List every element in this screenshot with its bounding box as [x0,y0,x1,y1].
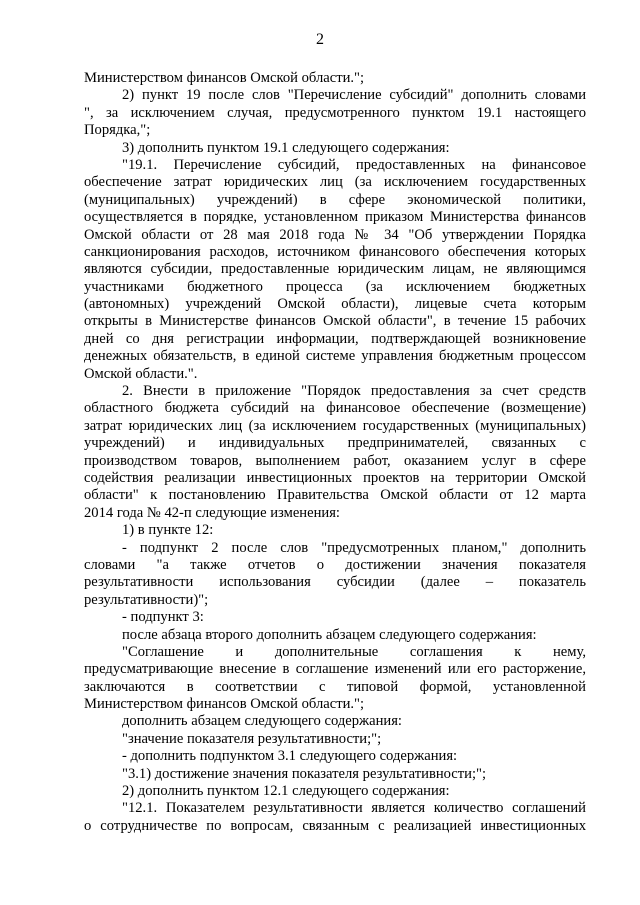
text-line: осуществляется в порядке, установленном приказом Министерства финансов [84,209,586,226]
text-line: "3.1) достижение значения показателя результативности;"; [122,765,487,782]
text-line: открыты в Министерстве финансов Омской области", в течение 15 рабочих [84,313,586,330]
text-line: содействия реализации инвестиционных проектов на территории Омской [84,469,586,486]
text-line: 3) дополнить пунктом 19.1 следующего содержания: [122,139,450,156]
text-line: - подпункт 2 после слов "предусмотренных планом," дополнить [122,539,586,556]
text-line: санкционирования расходов, источником финансового обеспечения которых [84,243,586,260]
text-line: ", за исключением случая, предусмотренного пунктом 19.1 настоящего [84,104,586,121]
text-line: Порядка,"; [84,122,151,139]
text-line: обеспечение затрат юридических лиц (за исключением государственных [84,174,586,191]
text-line: областного бюджета субсидий на финансовое обеспечение (возмещение) [84,400,586,417]
text-line: заключаются в соответствии с типовой формой, установленной [84,678,586,695]
text-line: "12.1. Показателем результативности является количество соглашений [122,800,586,817]
text-line: 1) в пункте 12: [122,522,214,539]
text-line: области" к постановлению Правительства Омской области от 12 марта [84,487,586,504]
text-line: результативности использования субсидии (далее – показатель [84,574,586,591]
text-line: Омской области от 28 мая 2018 года № 34 "Об утверждении Порядка [84,226,586,243]
text-line: - подпункт 3: [122,609,204,626]
text-line: участниками бюджетного процесса (за исключением бюджетных [84,278,586,295]
text-line: "Соглашение и дополнительные соглашения к нему, [122,643,586,660]
text-line: дополнить абзацем следующего содержания: [122,713,402,730]
text-line: Министерством финансов Омской области."; [84,70,365,86]
text-line: 2. Внести в приложение "Порядок предоставления за счет средств [122,383,586,400]
text-line: 2014 года № 42-п следующие изменения: [84,504,340,521]
document-body [84,70,586,835]
text-line: являются субсидии, предоставленные юридическим лицам, не являющимся [84,261,586,278]
text-line: о сотрудничестве по вопросам, связанным с реализацией инвестиционных [84,817,586,834]
text-line: 2) дополнить пунктом 12.1 следующего содержания: [122,783,450,800]
text-line: затрат юридических лиц (за исключением государственных (муниципальных) [84,417,586,434]
text-line: денежных обязательств, в единой системе управления бюджетным процессом [84,348,586,365]
text-line: предусматривающие внесение в соглашение изменений или его расторжение, [84,661,586,678]
text-line: Министерством финансов Омской области."; [84,696,365,713]
text-line: 2) пункт 19 после слов "Перечисление субсидий" дополнить словами [122,87,586,104]
text-line: дней со дня регистрации информации, подтверждающей возникновение [84,330,586,347]
text-line: (автономных) учреждений Омской области), лицевые счета которым [84,296,586,313]
text-line: Омской области.". [84,365,198,382]
text-line: словами "а также отчетов о достижении значения показателя [84,556,586,573]
page-number: 2 [316,31,324,48]
text-line: "значение показателя результативности;"; [122,730,382,747]
text-line: производством товаров, выполнением работ, оказанием услуг в сфере [84,452,586,469]
text-line: (муниципальных) учреждений) в сфере экономической политики, [84,191,586,208]
text-line: - дополнить подпунктом 3.1 следующего содержания: [122,748,458,765]
text-line: "19.1. Перечисление субсидий, предоставленных на финансовое [122,156,586,173]
text-line: учреждений) и индивидуальных предпринимателей, связанных с [84,435,586,452]
text-line: после абзаца второго дополнить абзацем следующего содержания: [122,626,537,643]
text-line: результативности)"; [84,591,209,608]
